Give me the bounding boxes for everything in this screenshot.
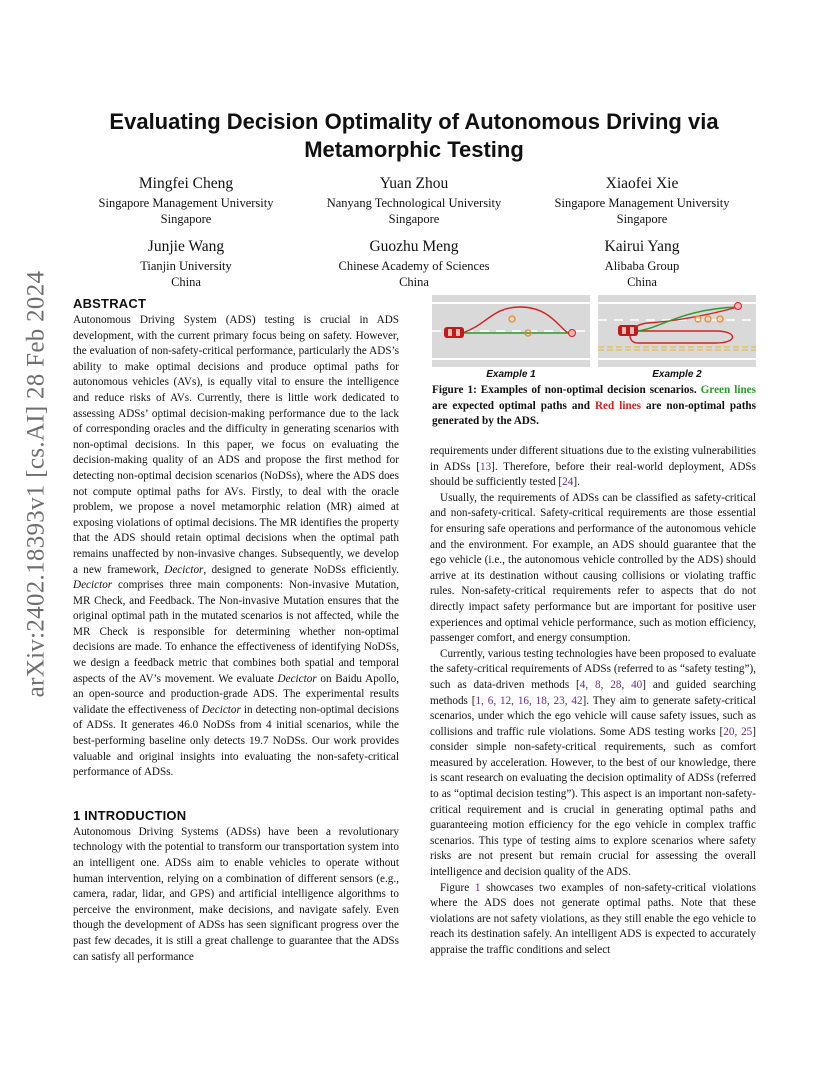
author-block: [300, 174, 528, 227]
right-column: [430, 444, 756, 959]
author-country: Singapore: [388, 212, 440, 226]
author-row-2: [72, 237, 756, 290]
citation-link[interactable]: 4, 8, 28, 40: [579, 678, 643, 691]
author-country: Singapore: [616, 212, 668, 226]
author-block: [72, 237, 300, 290]
author-name: Kairui Yang: [604, 238, 680, 255]
example-1-label: Example 1: [486, 369, 536, 380]
author-affiliation: Alibaba Group: [604, 259, 680, 273]
arxiv-stamp: [14, 270, 58, 698]
author-block: [528, 237, 756, 290]
author-name: Xiaofei Xie: [605, 175, 679, 192]
intro-heading: 1 INTRODUCTION: [73, 807, 187, 823]
citation-link[interactable]: 20, 25: [723, 725, 753, 738]
author-block: [72, 174, 300, 227]
author-name: Yuan Zhou: [379, 175, 449, 192]
author-country: China: [627, 275, 657, 289]
author-name: Guozhu Meng: [369, 238, 459, 255]
paragraph: Figure 1 showcases two examples of non-safety-critical violations where the ADS does not generate optimal paths. Note that these violations are not safety violations, as they still enable the ego vehicle to reach its destination safely. An intelligent ADS is expected to accurately appraise the traffic conditions and select: [430, 881, 756, 956]
author-name: Mingfei Cheng: [138, 175, 234, 192]
left-column: [73, 295, 399, 965]
figure-caption: Figure 1: Examples of non-optimal decision scenarios. Green lines are expected optimal paths and Red lines are non-optimal paths generated by the ADS.: [432, 384, 756, 428]
author-name: Junjie Wang: [147, 238, 225, 255]
author-affiliation: Singapore Management University: [98, 196, 274, 210]
figure-link[interactable]: 1: [474, 881, 481, 894]
citation-link[interactable]: 1, 6, 12, 16, 18, 23, 42: [475, 694, 583, 707]
author-country: China: [171, 275, 201, 289]
author-affiliation: Tianjin University: [140, 259, 232, 273]
author-affiliation: Nanyang Technological University: [326, 196, 502, 210]
paragraph: Usually, the requirements of ADSs can be classified as safety-critical and non-safety-critical. Safety-critical requirements are those essential for ensuring safe operations and performance of the autonomous vehicle and the environment. For example, an ADS should guarantee that the ego vehicle (i.e., the autonomous vehicle controlled by the ADS) should arrive at its destination without causing collisions or violating traffic rules. Non-safety-critical requirements refer to aspects that do not directly impact safety performance but are important for positive user experiences and optimal vehicle performance, such as motion efficiency, passenger comfort, and energy consumption.: [430, 491, 756, 645]
abstract-text: Autonomous Driving System (ADS) testing is crucial in ADS development, with the current primary focus being on safety. However, the evaluation of non-safety-critical performance, particularly the ADS’s ability to make optimal decisions and produce optimal paths for autonomous vehicles (AVs), is equally vital to ensure the intelligence and reduce risks of AVs. Currently, there is little work dedicated to assessing ADSs’ optimal decision-making performance due to the lack of corresponding oracles and the difficulty in generating scenarios with non-optimal decisions. In this paper, we focus on evaluating the decision-making quality of an ADS and propose the first method for detecting non-optimal decision scenarios (NoDSs), where the ADS does not compute optimal paths for AVs. Firstly, to deal with the oracle problem, we propose a novel metamorphic relation (MR) aimed at exposing violations of optimal decisions. The MR identifies the property that the ADS should retain optimal decisions when the optimal path remains unaffected by non-invasive changes. Subsequently, we develop a new framework, Decictor, designed to generate NoDSs efficiently. Decictor comprises three main components: Non-invasive Mutation, MR Check, and Feedback. The Non-invasive Mutation ensures that the original optimal path in the mutated scenarios is not affected, while the MR Check is responsible for determining whether non-optimal decisions are made. To enhance the effectiveness of identifying NoDSs, we design a feedback metric that combines both spatial and temporal aspects of the AV’s movement. We evaluate Decictor on Baidu Apollo, an open-source and production-grade ADS. The experimental results validate the effectiveness of Decictor in detecting non-optimal decisions of ADSs. It generates 46.0 NoDSs from 4 initial scenarios, while the best-performing baseline only detects 19.7 NoDSs. Our work provides valuable and original insights into evaluating the non-safety-critical performance of ADSs.: [73, 314, 399, 779]
citation-link[interactable]: 13: [479, 460, 492, 473]
abstract-heading: ABSTRACT: [73, 296, 147, 311]
intro-paragraph: Autonomous Driving Systems (ADSs) have been a revolutionary technology with the potential to transform our transportation system into an intelligent one. ADSs aim to enable vehicles to operate without human intervention, relying on a combination of different sensors (e.g., camera, radar, lidar, and GPS) and artificial intelligence algorithms to perceive the environment, make decisions, and navigate safely. Even though the development of ADSs has seen significant progress over the past few decades, it is still a great challenge to guarantee that the ADSs can satisfy all performance: [73, 825, 399, 963]
paragraph: Currently, various testing technologies have been proposed to evaluate the safety-critical requirements of ADSs (referred to as “safety testing”), such as data-driven methods [4, 8, 28, 40] and guided searching methods [1, 6, 12, 16, 18, 23, 42]. They aim to generate safety-critical scenarios, under which the ego vehicle will cause safety issues, such as collisions and traffic rule violations. Some ADS testing works [20, 25] consider simple non-safety-critical requirements, such as comfort measured by acceleration. However, to the best of our knowledge, there is scant research on evaluating the decision optimality of ADSs (referred to as “optimal decision testing”). This aspect is an important non-safety-critical requirement and is crucial in generating optimal paths and guaranteeing motion efficiency for the ego vehicle in complex traffic scenarios. This type of testing aims to explore scenarios where safety risks are not present but remain crucial for assessing the overall intelligence and decision quality of the ADS.: [430, 647, 757, 879]
author-block: [300, 237, 528, 290]
author-country: Singapore: [160, 212, 212, 226]
citation-link[interactable]: 24: [562, 476, 574, 489]
paper-title: Evaluating Decision Optimality of Autonomous Driving via Metamorphic Testing: [109, 109, 719, 162]
author-affiliation: Singapore Management University: [554, 196, 730, 210]
arxiv-id: arXiv:2402.18393v1 [cs.AI] 28 Feb 2024: [22, 270, 49, 698]
example-2-diagram: [598, 295, 756, 367]
author-block: [528, 174, 756, 227]
author-affiliation: Chinese Academy of Sciences: [338, 259, 490, 273]
example-2-panel: [598, 295, 756, 380]
author-country: China: [399, 275, 429, 289]
paragraph: requirements under different situations due to the existing vulnerabilities in ADSs [13]. Therefore, before their real-world deployment, ADSs should be sufficiently tested [24].: [430, 445, 757, 489]
figure-1: [432, 295, 756, 430]
author-row-1: [72, 174, 756, 227]
example-1-diagram: [432, 295, 590, 367]
example-1-panel: [432, 295, 590, 380]
example-2-label: Example 2: [652, 369, 702, 380]
